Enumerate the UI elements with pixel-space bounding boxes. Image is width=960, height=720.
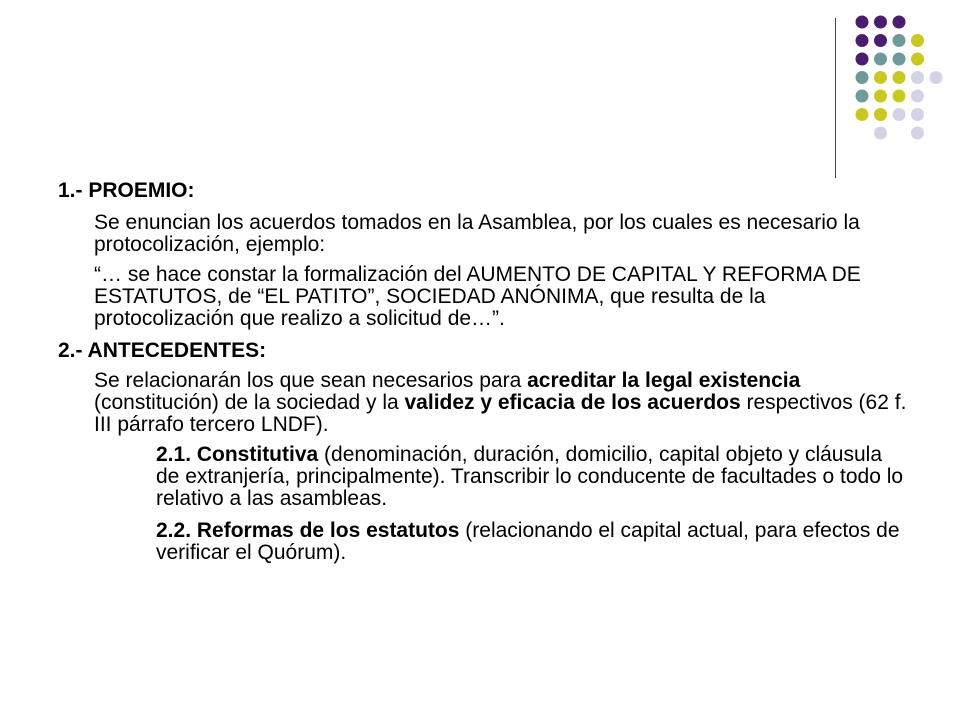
subsection-2-1-text: (denominación, duración, domicilio, capital objeto y cláusula de extranjería, principalmente). Transcribir lo conducente de facultades o todo lo relativo a las asambleas. [156, 443, 904, 510]
decorative-dot [893, 71, 906, 84]
decorative-dot [893, 90, 906, 103]
decorative-dot [911, 71, 924, 84]
decorative-dot [911, 34, 924, 47]
decorative-dot [856, 34, 869, 47]
decorative-dot [874, 34, 887, 47]
decorative-dot [874, 127, 887, 140]
section-2-heading: 2.- ANTECEDENTES: [58, 339, 267, 362]
section-2-paragraph [94, 370, 908, 436]
decorative-dot [856, 53, 869, 66]
decorative-dot [856, 71, 869, 84]
section-1-paragraph: Se enuncian los acuerdos tomados en la Asamblea, por los cuales es necesario la protocolización, ejemplo: [94, 211, 860, 256]
slide-body [58, 180, 908, 564]
decorative-dot [874, 16, 887, 29]
section-2-text-e: respectivos (62 f. III párrafo tercero LNDF). [94, 391, 907, 436]
section-2-text-c: (constitución) de la sociedad y la [94, 391, 405, 414]
decorative-dot [874, 108, 887, 121]
decorative-dot [893, 16, 906, 29]
decorative-dot [874, 71, 887, 84]
decorative-dot [911, 90, 924, 103]
section-2-bold-existence: acreditar la legal existencia [527, 369, 801, 392]
decorative-dot-grid [0, 0, 960, 160]
subsection-2-1 [156, 444, 908, 510]
decorative-dot [911, 53, 924, 66]
decorative-vertical-line [835, 18, 836, 178]
subsection-2-1-title: 2.1. Constitutiva [156, 443, 319, 466]
subsection-2-2-title: 2.2. Reformas de los estatutos [156, 519, 460, 542]
decorative-dot [893, 53, 906, 66]
decorative-dot [856, 90, 869, 103]
decorative-dot [893, 108, 906, 121]
decorative-dot [856, 108, 869, 121]
decorative-dot [911, 127, 924, 140]
subsection-2-2 [156, 520, 908, 564]
decorative-dot [893, 34, 906, 47]
decorative-dot [911, 108, 924, 121]
decorative-dot [874, 53, 887, 66]
section-1-quote: “… se hace constar la formalización del AUMENTO DE CAPITAL Y REFORMA DE ESTATUTOS, de “EL PATITO”, SOCIEDAD ANÓNIMA, que resulta de la protocolización que realizo a solicitud de…”. [94, 263, 861, 330]
decorative-dot [930, 71, 943, 84]
decorative-dot [856, 16, 869, 29]
section-1-heading: 1.- PROEMIO: [58, 179, 195, 202]
section-2-text-a: Se relacionarán los que sean necesarios para [94, 369, 528, 392]
section-2-bold-validity: validez y eficacia de los acuerdos [404, 391, 741, 414]
decorative-dot [874, 90, 887, 103]
subsection-2-2-text: (relacionando el capital actual, para efectos de verificar el Quórum). [156, 519, 900, 564]
